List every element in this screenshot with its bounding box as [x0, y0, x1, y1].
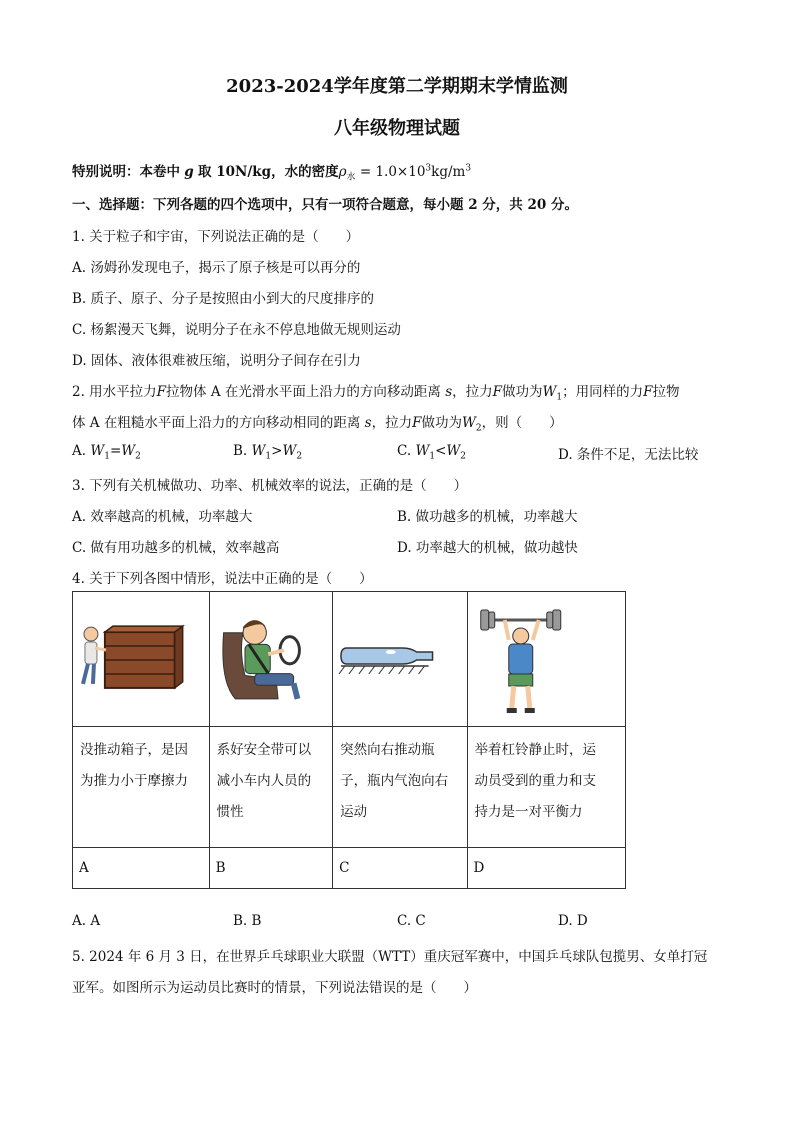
q1-option-a: A. 汤姆孙发现电子，揭示了原子核是可以再分的	[72, 260, 361, 276]
q4-stem: 4. 关于下列各图中情形，说法中正确的是（ ）	[72, 571, 373, 587]
q4-image-a	[73, 592, 210, 727]
q4-image-b	[209, 592, 332, 727]
q1-option-b: B. 质子、原子、分子是按照由小到大的尺度排序的	[72, 291, 375, 307]
q4-image-c	[333, 592, 467, 727]
q4-option-a: A. A	[72, 913, 101, 929]
q4-cell-a-text: 没推动箱子，是因 为推力小于摩擦力	[73, 727, 210, 848]
weightlifter-illustration	[468, 592, 625, 726]
q4-cell-b-text: 系好安全带可以 减小车内人员的 惯性	[209, 727, 332, 848]
q4-cell-c-text: 突然向右推动瓶 子，瓶内气泡向右 运动	[333, 727, 467, 848]
q5-stem-line1: 5. 2024 年 6 月 3 日，在世界乒乓球职业大联盟（WTT）重庆冠军赛中，中国乒乓球队包揽男、女单打冠	[72, 949, 708, 965]
q2-option-c: C. $W_1<W_2$	[397, 443, 466, 462]
q2-option-a: A. $W_1=W_2$	[72, 443, 141, 462]
q4-option-c: C. C	[397, 913, 426, 929]
q4-option-b: B. B	[233, 913, 262, 929]
q4-cell-d-text: 举着杠铃静止时，运 动员受到的重力和支 持力是一对平衡力	[467, 727, 625, 848]
q4-cell-a-label: A	[73, 848, 210, 889]
q4-image-d	[467, 592, 625, 727]
bottle-bubble-illustration	[333, 592, 466, 726]
q4-cell-c-label: C	[333, 848, 467, 889]
q3-option-d: D. 功率越大的机械，做功越快	[397, 540, 578, 556]
exam-subtitle: 八年级物理试题	[334, 118, 460, 139]
q4-figure-table	[72, 591, 626, 889]
q2-stem-line2: 体 A 在粗糙水平面上沿力的方向移动相同的距离 s，拉力F做功为$W_2$，则（ ）	[72, 415, 563, 434]
q3-option-b: B. 做功越多的机械，功率越大	[397, 509, 578, 525]
q2-option-b: B. $W_1>W_2$	[233, 443, 303, 462]
q2-stem-line1: 2. 用水平拉力F拉物体 A 在光滑水平面上沿力的方向移动距离 s，拉力F做功为$W_1$；用同样的力F拉物	[72, 384, 680, 403]
q3-option-a: A. 效率越高的机械，功率越大	[72, 509, 253, 525]
q1-option-d: D. 固体、液体很难被压缩，说明分子间存在引力	[72, 353, 361, 369]
q2-option-d: D. 条件不足，无法比较	[558, 447, 699, 463]
q1-stem: 1. 关于粒子和宇宙，下列说法正确的是（ ）	[72, 229, 360, 245]
q4-cell-d-label: D	[467, 848, 625, 889]
pushing-box-illustration	[73, 592, 209, 726]
q1-option-c: C. 杨絮漫天飞舞，说明分子在永不停息地做无规则运动	[72, 322, 401, 338]
q5-stem-line2: 亚军。如图所示为运动员比赛时的情景，下列说法错误的是（ ）	[72, 980, 477, 996]
section-heading: 一、选择题：下列各题的四个选项中，只有一项符合题意，每小题 2 分，共 20 分。	[72, 197, 578, 213]
exam-title: 2023-2024学年度第二学期期末学情监测	[226, 76, 568, 97]
q3-stem: 3. 下列有关机械做功、功率、机械效率的说法，正确的是（ ）	[72, 478, 468, 494]
special-note: 特别说明：本卷中 g 取 10N/kg，水的密度$\rho_水 = 1.0\times 10^3kg/m^3$	[72, 163, 472, 183]
q3-option-c: C. 做有用功越多的机械，效率越高	[72, 540, 280, 556]
q4-option-d: D. D	[558, 913, 588, 929]
seatbelt-illustration	[210, 592, 332, 726]
q4-cell-b-label: B	[209, 848, 332, 889]
